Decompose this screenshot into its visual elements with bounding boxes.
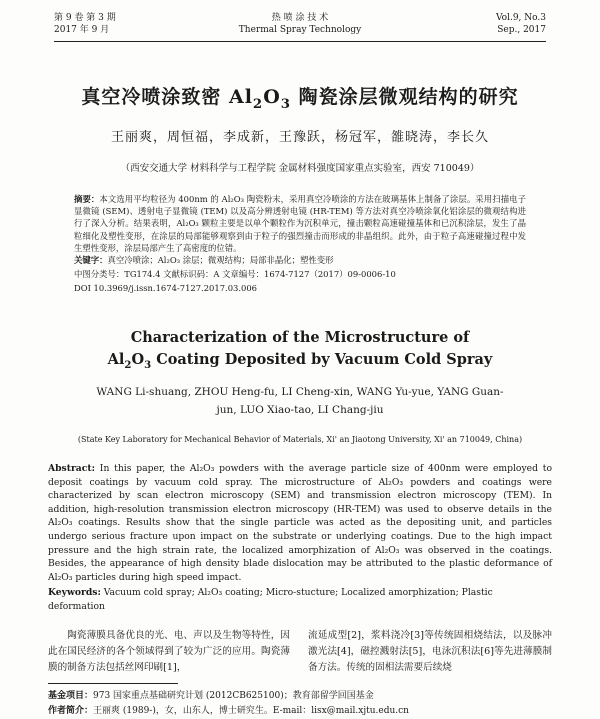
cn-keywords-text: 真空冷喷涂；Al₂O₃ 涂层；微观结构；局部非晶化；塑性变形 (107, 255, 334, 265)
en-abstract (48, 462, 552, 584)
en-keywords-text: Vacuum cold spray; Al₂O₃ coating; Micro-stucture; Localized amorphization; Plastic deformation (48, 587, 493, 612)
body-left-column: 陶瓷薄膜具备优良的光、电、声以及生物等特性，因此在国民经济的各个领域得到了较为广泛的应用。陶瓷薄膜的制备方法包括丝网印刷[1]， (48, 630, 290, 673)
cn-abstract-label: 摘要： (74, 194, 100, 204)
body-right-column: 流延成型[2]，浆料浇冷[3]等传统固相烧结法，以及脉冲激光法[4]，磁控溅射法[5]，电泳沉积法[6]等先进薄膜制备方法。传统的固相法需要后续烧 (308, 630, 552, 673)
journal-volume-en: Vol.9, No.3 (495, 13, 546, 23)
footnote-fund (48, 690, 552, 702)
cn-title-sub: 3 (280, 96, 292, 112)
cn-affiliation: （西安交通大学 材料科学与工程学院 金属材料强度国家重点实验室，西安 710049） (120, 163, 480, 174)
en-abstract-label: Abstract: (48, 463, 95, 474)
cn-title-part: O (263, 86, 281, 108)
header-right (496, 12, 546, 36)
journal-volume: 第 9 卷 第 3 期 (54, 13, 116, 23)
cn-keywords-label: 关键字： (74, 255, 108, 265)
journal-date-en: Sep., 2017 (497, 25, 546, 35)
cn-title-part: 真空冷喷涂致密 Al (81, 86, 253, 108)
en-title-sub: 2 (124, 358, 132, 371)
en-abstract-text: In this paper, the Al₂O₃ powders with the average particle size of 400nm were employed to deposit coatings by vacuum cold spray. The microstructure of Al₂O₃ powders and coatings were characterized by scan electron microscopy (SEM) and transmission electron microscopy (TEM). In addition, high-resolution transmission electron microscopy (HR-TEM) was used to observe details in the Al₂O₃ coatings. Results show that the single particle was acted as the depositing unit, and particles undergo serious fracture upon impact on the substrate or underlying coatings. Due to the high impact pressure and the high strain rate, the localized amorphization of Al₂O₃ was observed in the coatings. Besides, the appearance of high density blade dislocation may be attributed to the plastic deformance of Al₂O₃ particles during high speed impact. (48, 463, 552, 583)
cn-classification: 中图分类号：TG174.4 文献标识码：A 文章编号：1674-7127（2017）09-0006-10 (74, 269, 396, 279)
fund-label: 基金项目： (48, 691, 94, 701)
en-title-line2 (0, 349, 600, 376)
cn-title-sub: 2 (252, 96, 264, 112)
cn-abstract (74, 193, 526, 254)
en-title-part: O (131, 351, 145, 368)
footnote-rule (48, 683, 178, 684)
en-title-line1: Characterization of the Microstructure of (130, 329, 470, 346)
en-authors: WANG Li-shuang, ZHOU Heng-fu, LI Cheng-xin, WANG Yu-yue, YANG Guan-jun, LUO Xiao-tao, LI Chang-jiu (96, 386, 504, 416)
cn-authors: 王丽爽，周恒福，李成新，王豫跃，杨冠军，雒晓涛，李长久 (110, 130, 489, 145)
cn-title-part: 陶瓷涂层微观结构的研究 (291, 86, 519, 108)
doi: DOI 10.3969/j.issn.1674-7127.2017.03.006 (74, 283, 257, 293)
en-title-sub: 3 (144, 358, 152, 371)
author-label: 作者简介： (48, 706, 94, 716)
fund-text: 973 国家重点基础研究计划 (2012CB625100)；教育部留学回国基金 (93, 691, 374, 701)
cn-abstract-text: 本文选用平均粒径为 400nm 的 Al₂O₃ 陶瓷粉末，采用真空冷喷涂的方法在玻璃基体上制备了涂层。采用扫描电子显微镜 (SEM)、透射电子显微镜 (TEM) 以及高分辨透射电镜 (HR-TEM) 等方法对真空冷喷涂氧化铝涂层的微观结构进行了深入分析。结果表明，Al₂O₃ 颗粒主要是以单个颗粒作为沉积单元，撞击颗粒高速碰撞基体和已沉积涂层，发生了晶粒细化及塑性变形，在涂层的局部能够观察到由于粒子的强烈撞击而形成的非晶组织。此外，由于粒子高速碰撞过程中发生塑性变形，涂层局部产生了高密度的位错。 (74, 194, 526, 253)
journal-date-cn: 2017 年 9 月 (54, 25, 110, 35)
cn-keywords (74, 254, 526, 266)
en-affiliation: (State Key Laboratory for Mechanical Behavior of Materials, Xi' an Jiaotong University, Xi' an 710049, China) (77, 435, 523, 444)
en-title-part: Al (107, 351, 125, 368)
en-keywords-label: Keywords: (48, 587, 101, 598)
journal-name-cn: 热 喷 涂 技 术 (271, 13, 329, 23)
en-title-part: Coating Deposited by Vacuum Cold Spray (151, 351, 493, 368)
en-title (0, 327, 600, 376)
journal-name-en: Thermal Spray Technology (238, 25, 362, 35)
header-rule (54, 41, 546, 42)
footnote-author (48, 705, 552, 717)
en-keywords (48, 586, 552, 613)
author-text: 王丽爽 (1989-)，女，山东人，博士研究生。E-mail：lisx@mail.xjtu.edu.cn (93, 706, 409, 716)
cn-title (0, 82, 600, 112)
